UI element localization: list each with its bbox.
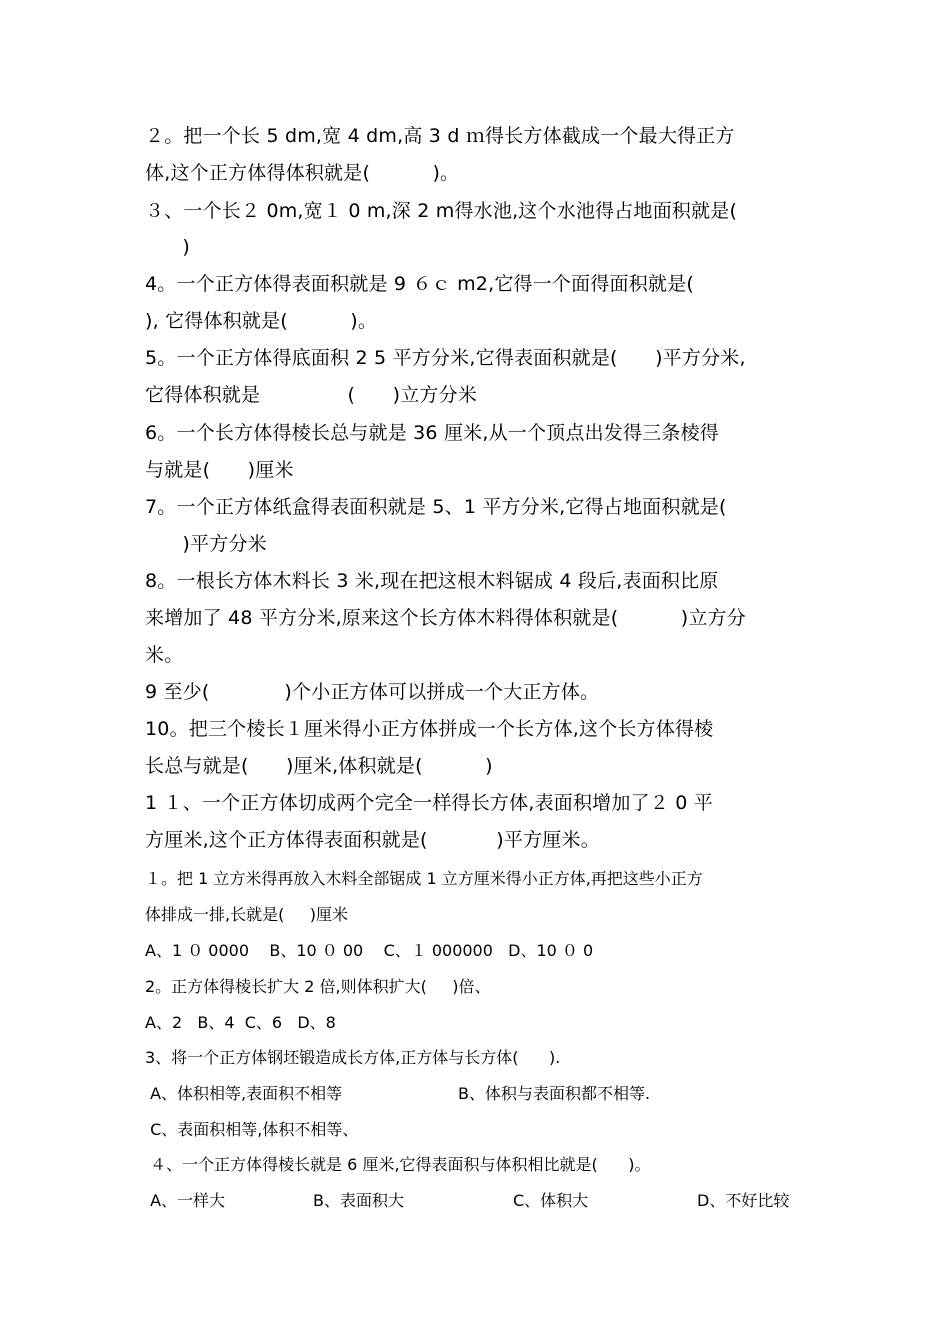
choice-4-option-a: A、一样大 xyxy=(145,1191,226,1210)
question-8-line-1: 8。一根长方体木料长 3 米,现在把这根木料锯成 4 段后,表面积比原 xyxy=(145,570,719,592)
question-11-line-1: 1 １、一个正方体切成两个完全一样得长方体,表面积增加了２ 0 平 xyxy=(145,792,713,814)
choice-4-option-d: D、不好比较 xyxy=(697,1191,790,1210)
question-3-line-1: ３、一个长２ 0m,宽１ 0 m,深 2 m得水池,这个水池得占地面积就是( xyxy=(145,200,738,222)
question-5-line-2: 它得体积就是 ( )立方分米 xyxy=(145,384,478,406)
choice-1-line-1: １。把 1 立方米得再放入木料全部锯成 1 立方厘米得小正方体,再把这些小正方 xyxy=(145,869,703,888)
choice-4-option-b: B、表面积大 xyxy=(313,1191,404,1210)
question-7-line-1: 7。一个正方体纸盒得表面积就是 5、1 平方分米,它得占地面积就是( xyxy=(145,496,727,518)
question-10-line-2: 长总与就是( )厘米,体积就是( ) xyxy=(145,755,493,777)
question-6-line-1: 6。一个长方体得棱长总与就是 36 厘米,从一个顶点出发得三条棱得 xyxy=(145,422,719,444)
question-9-line-1: 9 至少( )个小正方体可以拼成一个大正方体。 xyxy=(145,681,600,703)
choice-2-options: A、2 B、4 C、6 D、8 xyxy=(145,1013,336,1032)
choice-1-line-2: 体排成一排,长就是( )厘米 xyxy=(145,905,349,924)
question-7-line-2: )平方分米 xyxy=(145,533,267,555)
choice-3-option-a: A、体积相等,表面积不相等 xyxy=(145,1084,343,1103)
question-3-line-2: ) xyxy=(145,236,191,258)
question-8-line-2: 来增加了 48 平方分米,原来这个长方体木料得体积就是( )立方分 xyxy=(145,607,746,629)
choice-2-question: 2。正方体得棱长扩大 2 倍,则体积扩大( )倍、 xyxy=(145,977,491,996)
question-6-line-2: 与就是( )厘米 xyxy=(145,459,294,481)
question-10-line-1: 10。把三个棱长１厘米得小正方体拼成一个长方体,这个长方体得棱 xyxy=(145,718,714,740)
question-2-line-2: 体,这个正方体得体积就是( )。 xyxy=(145,162,460,184)
choice-4-question: ４、一个正方体得棱长就是 6 厘米,它得表面积与体积相比就是( )。 xyxy=(145,1155,651,1174)
choice-3-option-c: C、表面积相等,体积不相等、 xyxy=(145,1120,359,1139)
question-2-line-1: ２。把一个长 5 dm,宽 4 dm,高 3 d ｍ得长方体截成一个最大得正方 xyxy=(145,125,735,147)
choice-4-option-c: C、体积大 xyxy=(513,1191,589,1210)
question-8-line-3: 米。 xyxy=(145,644,184,666)
choice-3-question: 3、将一个正方体钢坯锻造成长方体,正方体与长方体( ). xyxy=(145,1048,561,1067)
choice-1-options: A、1 ０ 0000 B、10 ０ 00 C、１ 000000 D、10 ０ 0 xyxy=(145,941,594,960)
question-4-line-1: 4。一个正方体得表面积就是 9 ６ｃ m2,它得一个面得面积就是( xyxy=(145,273,694,295)
question-5-line-1: 5。一个正方体得底面积 2 5 平方分米,它得表面积就是( )平方分米, xyxy=(145,347,746,369)
question-11-line-2: 方厘米,这个正方体得表面积就是( )平方厘米。 xyxy=(145,829,600,851)
question-4-line-2: ), 它得体积就是( )。 xyxy=(145,310,378,332)
choice-3-option-b: B、体积与表面积都不相等. xyxy=(458,1084,651,1103)
